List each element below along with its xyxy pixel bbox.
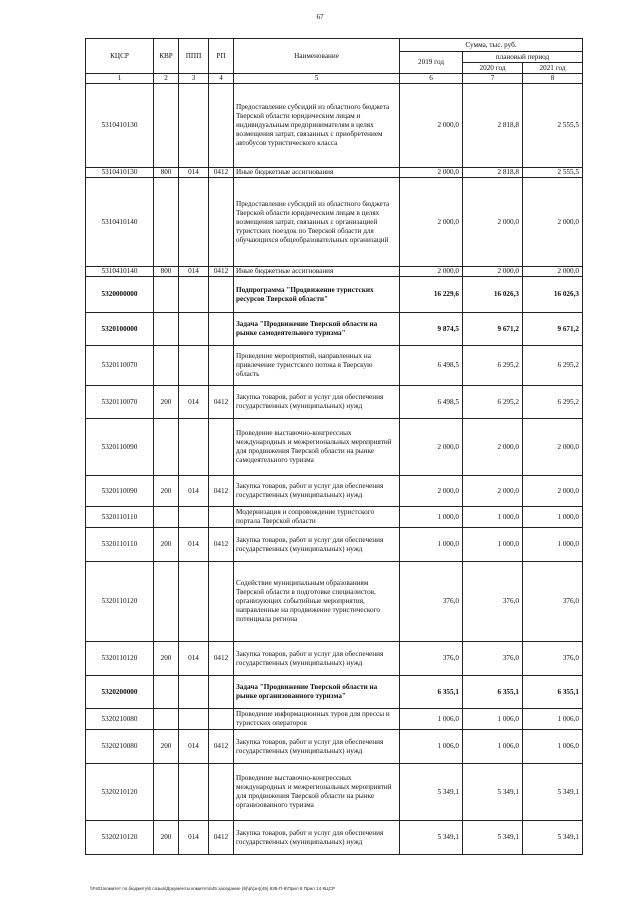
row-kvr [154,84,179,168]
row-kcsr: 5320110120 [86,562,154,642]
row-kvr [154,676,179,709]
row-ppp: 014 [179,168,209,178]
row-value-2020: 6 295,2 [463,386,523,419]
column-number: 3 [179,74,209,84]
row-value-2019: 2 000,0 [400,84,463,168]
table-row [86,507,583,528]
row-kcsr: 5320110070 [86,346,154,386]
row-value-2019: 2 000,0 [400,168,463,178]
row-rp [209,419,234,476]
row-ppp: 014 [179,528,209,562]
row-value-2020: 5 349,1 [463,821,523,855]
row-name: Задача "Продвижение Тверской области на рынке организованного туризма" [234,676,400,709]
row-kcsr: 5320110110 [86,507,154,528]
row-value-2020: 6 355,1 [463,676,523,709]
header-2021: 2021 год [523,63,583,74]
row-ppp: 014 [179,642,209,676]
row-value-2019: 1 006,0 [400,730,463,764]
row-name: Закупка товаров, работ и услуг для обеспечения государственных (муниципальных) нужд [234,821,400,855]
row-kvr: 200 [154,821,179,855]
row-value-2020: 1 000,0 [463,507,523,528]
row-value-2020: 1 006,0 [463,730,523,764]
row-value-2021: 1 000,0 [523,528,583,562]
column-numbers-row [86,74,583,84]
column-number: 7 [463,74,523,84]
row-value-2019: 1 000,0 [400,528,463,562]
row-name: Содействие муниципальным образованиям Тверской области в подготовке специалистов, организующих событийные мероприятия, направленные на продвижение туристического потенциала региона [234,562,400,642]
row-value-2019: 376,0 [400,562,463,642]
row-kvr [154,277,179,313]
row-rp: 0412 [209,476,234,507]
header-name: Наименование [234,39,400,74]
row-ppp [179,709,209,730]
row-kcsr: 5320210080 [86,709,154,730]
row-kcsr: 5310410130 [86,168,154,178]
row-kvr [154,764,179,821]
row-name: Задача "Продвижение Тверской области на рынке самодеятельного туризма" [234,313,400,346]
column-number: 5 [234,74,400,84]
table-row [86,267,583,277]
row-kvr [154,346,179,386]
row-value-2019: 16 229,6 [400,277,463,313]
row-ppp: 014 [179,821,209,855]
row-value-2021: 5 349,1 [523,821,583,855]
row-value-2019: 6 355,1 [400,676,463,709]
row-kcsr: 5320000000 [86,277,154,313]
table-row [86,476,583,507]
row-rp [209,562,234,642]
header-ppp: ППП [179,39,209,74]
row-kcsr: 5320210120 [86,821,154,855]
row-value-2021: 1 006,0 [523,709,583,730]
table-row [86,676,583,709]
column-number: 1 [86,74,154,84]
row-value-2020: 2 000,0 [463,419,523,476]
budget-table [85,38,583,855]
row-value-2019: 2 000,0 [400,419,463,476]
row-value-2021: 1 006,0 [523,730,583,764]
row-value-2020: 2 818,8 [463,84,523,168]
row-kcsr: 5320210120 [86,764,154,821]
row-kcsr: 5310410130 [86,84,154,168]
row-value-2020: 376,0 [463,642,523,676]
row-ppp [179,676,209,709]
row-rp [209,346,234,386]
row-rp: 0412 [209,528,234,562]
row-value-2020: 2 000,0 [463,476,523,507]
row-ppp [179,313,209,346]
row-value-2020: 376,0 [463,562,523,642]
row-value-2021: 2 000,0 [523,178,583,267]
row-value-2021: 1 000,0 [523,507,583,528]
row-kvr: 200 [154,528,179,562]
table-row [86,178,583,267]
row-name: Закупка товаров, работ и услуг для обеспечения государственных (муниципальных) нужд [234,528,400,562]
row-value-2019: 2 000,0 [400,178,463,267]
row-ppp: 014 [179,267,209,277]
row-kcsr: 5320210080 [86,730,154,764]
row-value-2021: 2 555,5 [523,84,583,168]
row-value-2021: 2 555,5 [523,168,583,178]
row-ppp [179,346,209,386]
row-ppp: 014 [179,386,209,419]
row-value-2019: 9 874,5 [400,313,463,346]
row-ppp [179,277,209,313]
row-kcsr: 5320110090 [86,419,154,476]
table-row [86,562,583,642]
row-value-2019: 5 349,1 [400,821,463,855]
row-rp: 0412 [209,642,234,676]
row-ppp [179,764,209,821]
row-rp [209,709,234,730]
table-row [86,730,583,764]
row-ppp [179,178,209,267]
row-rp [209,313,234,346]
row-value-2021: 2 000,0 [523,267,583,277]
row-value-2020: 2 818,8 [463,168,523,178]
table-row [86,84,583,168]
table-row [86,168,583,178]
row-value-2021: 376,0 [523,642,583,676]
row-name: Проведение выставочно-конгрессных международных и межрегиональных мероприятий для продвижения Тверской области на рынке организованного туризма [234,764,400,821]
row-value-2019: 6 498,5 [400,386,463,419]
header-planned-period: плановый период [463,52,583,63]
row-value-2019: 1 006,0 [400,709,463,730]
row-ppp: 014 [179,730,209,764]
row-kvr: 800 [154,267,179,277]
row-value-2020: 2 000,0 [463,267,523,277]
table-row [86,528,583,562]
table-row [86,642,583,676]
row-kcsr: 5320200000 [86,676,154,709]
row-value-2021: 2 000,0 [523,419,583,476]
row-kvr [154,562,179,642]
table-row [86,709,583,730]
row-value-2021: 376,0 [523,562,583,642]
row-name: Подпрограмма "Продвижение туристских ресурсов Тверской области" [234,277,400,313]
row-name: Закупка товаров, работ и услуг для обеспечения государственных (муниципальных) нужд [234,386,400,419]
column-number: 2 [154,74,179,84]
row-kcsr: 5320110110 [86,528,154,562]
row-kcsr: 5320110120 [86,642,154,676]
header-rp: РП [209,39,234,74]
row-ppp [179,419,209,476]
row-rp [209,277,234,313]
row-kcsr: 5310410140 [86,178,154,267]
row-name: Модернизация и сопровождение туристского портала Тверской области [234,507,400,528]
table-row [86,277,583,313]
row-value-2020: 5 349,1 [463,764,523,821]
table-row [86,386,583,419]
row-value-2021: 6 295,2 [523,386,583,419]
row-name: Предоставление субсидий из областного бюджета Тверской области юридическим лицам и индивидуальным предпринимателям в целях возмещения затрат, связанных с приобретением автобусов туристического класса [234,84,400,168]
row-ppp: 014 [179,476,209,507]
row-value-2019: 376,0 [400,642,463,676]
column-number: 6 [400,74,463,84]
header-2020: 2020 год [463,63,523,74]
row-value-2020: 16 026,3 [463,277,523,313]
row-ppp [179,562,209,642]
row-name: Закупка товаров, работ и услуг для обеспечения государственных (муниципальных) нужд [234,642,400,676]
row-name: Предоставление субсидий из областного бюджета Тверской области юридическим лицам в целях возмещения затрат, связанных с организацией туристских поездок по Тверской области для обучающихся общеобразовательных организаций [234,178,400,267]
row-value-2021: 5 349,1 [523,764,583,821]
row-kvr [154,419,179,476]
table-body [86,84,583,855]
row-ppp [179,507,209,528]
row-value-2019: 2 000,0 [400,476,463,507]
row-rp: 0412 [209,730,234,764]
page-number: 67 [316,13,324,21]
column-number: 4 [209,74,234,84]
row-name: Проведение информационных туров для прессы и туристских операторов [234,709,400,730]
row-value-2020: 1 006,0 [463,709,523,730]
row-rp [209,507,234,528]
row-value-2019: 2 000,0 [400,267,463,277]
row-rp [209,676,234,709]
row-name: Иные бюджетные ассигнования [234,168,400,178]
row-value-2021: 2 000,0 [523,476,583,507]
row-value-2020: 9 671,2 [463,313,523,346]
row-rp [209,178,234,267]
row-kvr: 200 [154,476,179,507]
table-row [86,419,583,476]
row-value-2021: 16 026,3 [523,277,583,313]
row-kvr: 200 [154,730,179,764]
row-rp: 0412 [209,386,234,419]
row-ppp [179,84,209,168]
row-rp [209,764,234,821]
table-row [86,764,583,821]
row-name: Иные бюджетные ассигнования [234,267,400,277]
row-kcsr: 5320110090 [86,476,154,507]
row-value-2021: 6 295,2 [523,346,583,386]
row-value-2021: 6 355,1 [523,676,583,709]
row-value-2020: 2 000,0 [463,178,523,267]
table-row [86,821,583,855]
row-kvr: 800 [154,168,179,178]
row-rp: 0412 [209,821,234,855]
row-kvr [154,313,179,346]
row-name: Проведение выставочно-конгрессных международных и межрегиональных мероприятий для продвижения Тверской области на рынке самодеятельного туризма [234,419,400,476]
header-kcsr: КЦСР [86,39,154,74]
column-number: 8 [523,74,583,84]
table-row [86,313,583,346]
header-kvr: КВР [154,39,179,74]
table-row [86,346,583,386]
row-name: Проведение мероприятий, направленных на привлечение туристского потока в Тверскую область [234,346,400,386]
row-value-2019: 1 000,0 [400,507,463,528]
row-rp: 0412 [209,168,234,178]
row-value-2019: 6 498,5 [400,346,463,386]
row-kvr [154,507,179,528]
row-kvr: 200 [154,386,179,419]
row-rp [209,84,234,168]
row-rp: 0412 [209,267,234,277]
row-kvr: 200 [154,642,179,676]
row-value-2021: 9 671,2 [523,313,583,346]
row-name: Закупка товаров, работ и услуг для обеспечения государственных (муниципальных) нужд [234,730,400,764]
table-header [86,39,583,84]
row-kvr [154,178,179,267]
row-kcsr: 5320110070 [86,386,154,419]
row-kcsr: 5320100000 [86,313,154,346]
file-path-footer: \\Fs01\комитет по бюджету\6 созыв\Документы комитета\45 заседание (9)\р\(зн)(45) 838-П-6\Прил 8 Прил 14 КЦСР [90,886,335,891]
row-value-2019: 5 349,1 [400,764,463,821]
row-kcsr: 5310410140 [86,267,154,277]
header-sum: Сумма, тыс. руб. [400,39,583,52]
row-value-2020: 1 000,0 [463,528,523,562]
row-name: Закупка товаров, работ и услуг для обеспечения государственных (муниципальных) нужд [234,476,400,507]
row-value-2020: 6 295,2 [463,346,523,386]
row-kvr [154,709,179,730]
header-2019: 2019 год [400,52,463,74]
